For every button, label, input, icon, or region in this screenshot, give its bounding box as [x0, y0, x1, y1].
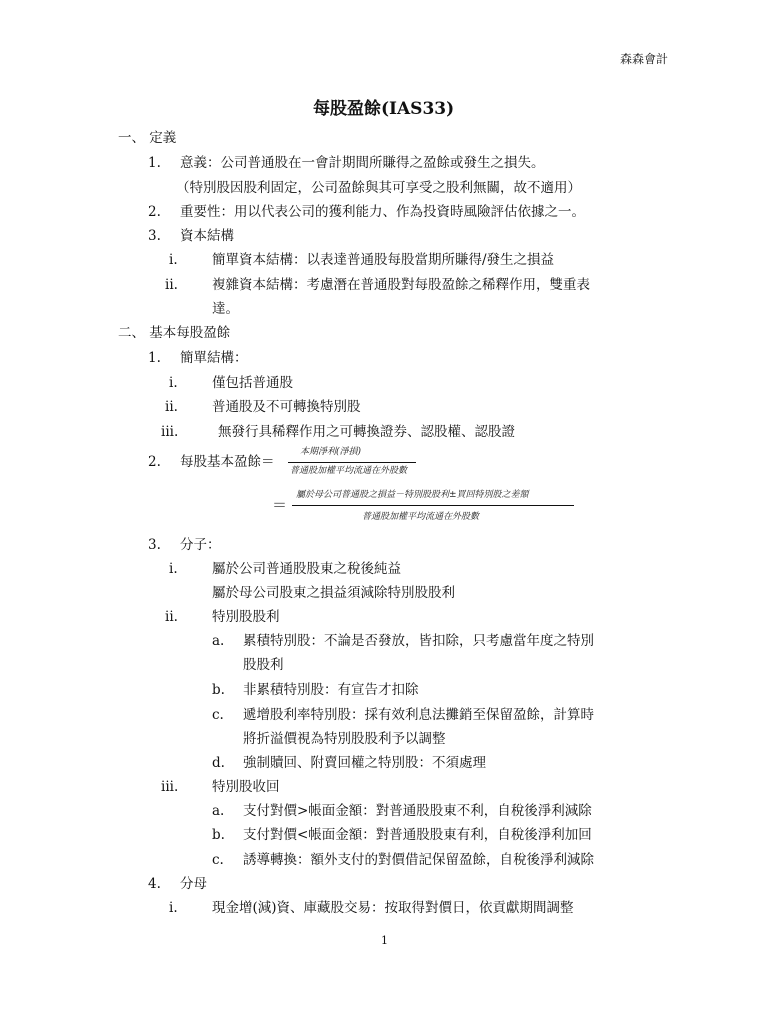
list-number: 1.: [148, 155, 161, 171]
list-number: ii.: [165, 277, 178, 293]
page-number: 1: [381, 934, 388, 947]
list-item-continuation: 股股利: [243, 657, 284, 673]
list-letter: b.: [212, 682, 225, 698]
list-item-continuation: 達。: [212, 301, 239, 317]
fraction-denominator: 普通股加權平均流通在外股數: [290, 466, 408, 476]
list-letter: a.: [212, 803, 225, 819]
list-item-text: 無發行具稀釋作用之可轉換證券、認股權、認股證: [218, 424, 515, 440]
list-item-continuation: 屬於母公司股東之損益須減除特別股股利: [212, 585, 455, 601]
list-number: 4.: [148, 876, 161, 892]
list-letter: c.: [212, 852, 224, 868]
list-item-text: 普通股及不可轉換特別股: [212, 399, 361, 415]
list-letter: c.: [212, 707, 224, 723]
list-item-text: 複雜資本結構：考慮潛在普通股對每股盈餘之稀釋作用，雙重表: [212, 277, 590, 293]
section-heading: 一、 定義: [118, 130, 177, 146]
list-number: i.: [169, 252, 178, 268]
list-item-text: 簡單結構：: [180, 350, 248, 366]
list-number: 3.: [148, 537, 161, 553]
list-item-continuation: 將折溢價視為特別股股利予以調整: [243, 731, 446, 747]
list-item-text: 意義：公司普通股在一會計期間所賺得之盈餘或發生之損失。: [180, 155, 545, 171]
fraction-numerator: 屬於母公司普通股之損益－特別股股利±買回特別股之差額: [296, 490, 529, 500]
list-item-text: 重要性：用以代表公司的獲利能力、作為投資時風險評估依據之一。: [180, 204, 585, 220]
list-item-text: 僅包括普通股: [212, 375, 293, 391]
list-number: i.: [169, 561, 178, 577]
list-number: 2.: [148, 204, 161, 220]
fraction-denominator: 普通股加權平均流通在外股數: [362, 512, 480, 522]
list-number: iii.: [161, 779, 179, 795]
fraction-bar: [288, 462, 416, 463]
list-letter: d.: [212, 755, 225, 771]
equals-sign: ＝: [272, 496, 288, 514]
list-item-text: 特別股股利: [212, 609, 280, 625]
list-item-text: 屬於公司普通股股東之稅後純益: [212, 561, 401, 577]
list-number: ii.: [165, 399, 178, 415]
list-item-text: 分子：: [180, 537, 221, 553]
list-number: 3.: [148, 228, 161, 244]
list-item-text: 支付對價<帳面金額：對普通股股東有利，自稅後淨利加回: [243, 827, 592, 843]
list-number: iii.: [161, 424, 179, 440]
fraction-numerator: 本期淨利(淨損): [300, 447, 362, 457]
fraction-bar: [292, 505, 574, 506]
list-item-text: 分母: [180, 876, 207, 892]
list-number: 1.: [148, 350, 161, 366]
list-item-text: 支付對價>帳面金額：對普通股股東不利，自稅後淨利減除: [243, 803, 592, 819]
list-item-text: 資本結構: [180, 228, 234, 244]
list-letter: b.: [212, 827, 225, 843]
list-number: ii.: [165, 609, 178, 625]
list-number: 2.: [148, 454, 161, 470]
list-number: i.: [169, 900, 178, 916]
header-brand: 森森會計: [620, 52, 669, 66]
list-item-text: 強制贖回、附賣回權之特別股：不須處理: [243, 755, 486, 771]
list-letter: a.: [212, 633, 225, 649]
list-item-text: 現金增(減)資、庫藏股交易：按取得對價日，依貢獻期間調整: [212, 900, 574, 916]
page-title: 每股盈餘(IAS33): [313, 99, 455, 119]
list-item-text: 誘導轉換：額外支付的對價借記保留盈餘，自稅後淨利減除: [243, 852, 594, 868]
list-number: i.: [169, 375, 178, 391]
list-item-text: 非累積特別股：有宣告才扣除: [243, 682, 419, 698]
list-item-text: 累積特別股：不論是否發放，皆扣除，只考慮當年度之特別: [243, 633, 594, 649]
section-heading: 二、 基本每股盈餘: [118, 325, 231, 341]
list-item-text: 簡單資本結構：以表達普通股每股當期所賺得/發生之損益: [212, 252, 555, 268]
list-item-text: 特別股收回: [212, 779, 280, 795]
formula-label: 每股基本盈餘＝: [180, 454, 275, 470]
note-text: （特別股因股利固定，公司盈餘與其可享受之股利無關，故不適用）: [176, 180, 581, 196]
list-item-text: 遞增股利率特別股：採有效利息法攤銷至保留盈餘，計算時: [243, 707, 594, 723]
